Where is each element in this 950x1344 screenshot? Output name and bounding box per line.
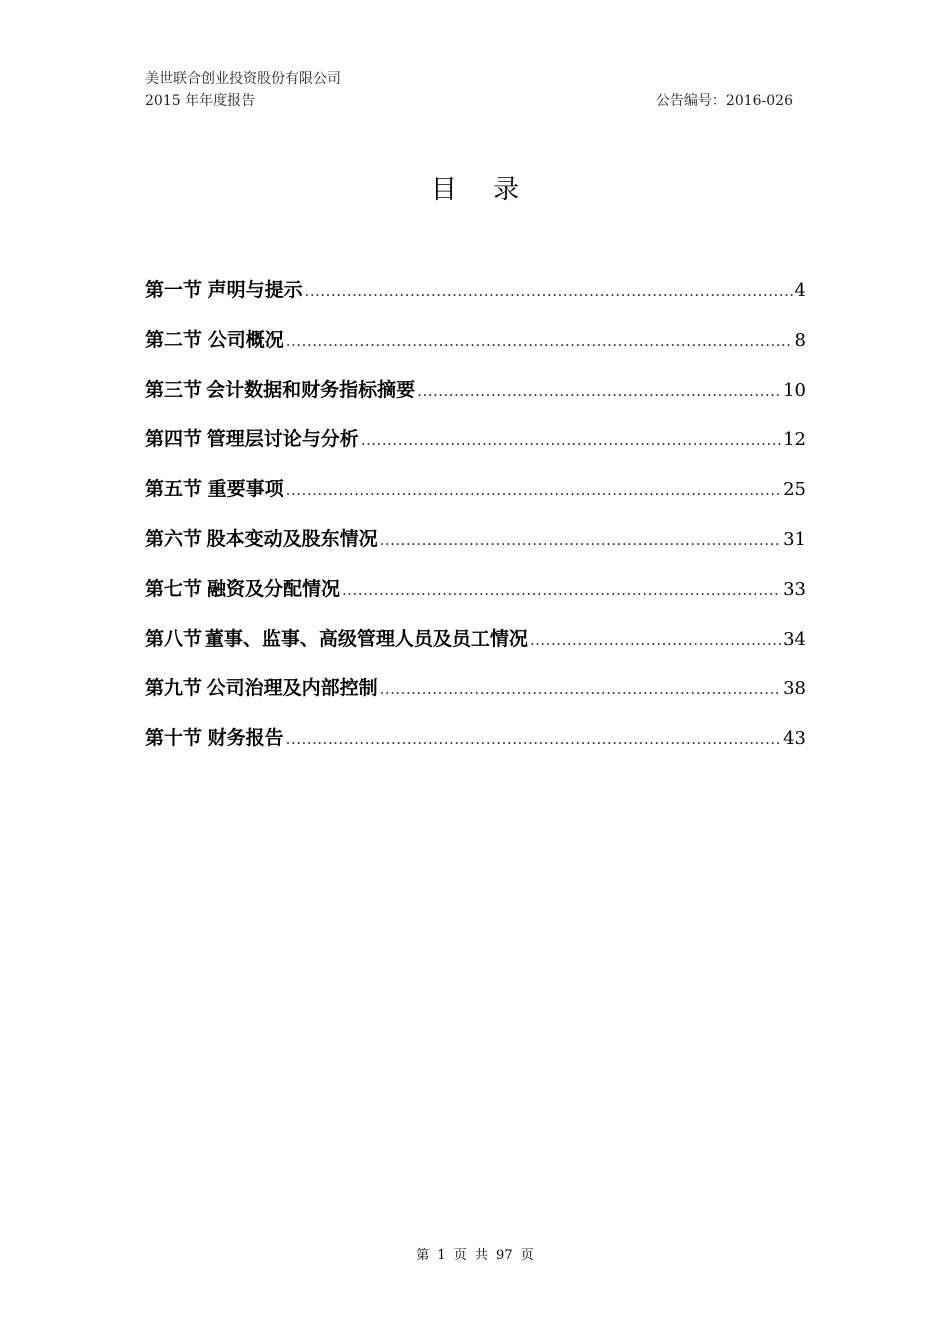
- toc-section-number: 第三节: [145, 378, 203, 401]
- toc-page-number: 43: [783, 728, 806, 750]
- toc-section-title: 会计数据和财务指标摘要: [206, 378, 416, 401]
- toc-section-title: 公司概况: [207, 328, 284, 351]
- toc-page-number: 10: [783, 379, 806, 401]
- toc-entry[interactable]: [145, 270, 806, 320]
- report-name: 2015 年年度报告: [145, 93, 256, 109]
- toc-entry[interactable]: [145, 519, 806, 569]
- toc-section-number: 第一节: [145, 279, 203, 301]
- toc-page-number: 12: [783, 429, 806, 451]
- toc-page-number: 34: [783, 628, 806, 650]
- toc-entry[interactable]: [145, 569, 806, 619]
- toc-entry[interactable]: [145, 320, 806, 370]
- toc-dot-leader: [286, 321, 793, 361]
- toc-section-title: 声明与提示: [207, 279, 303, 301]
- toc-page-number: 38: [783, 678, 806, 700]
- toc-dot-leader: [305, 271, 793, 311]
- toc-section-number: 第十节: [145, 727, 203, 750]
- toc-page-number: 4: [794, 280, 806, 301]
- toc-section-title: 重要事项: [207, 478, 284, 501]
- toc-entry[interactable]: [145, 619, 806, 669]
- toc-dot-leader: [342, 570, 781, 610]
- toc-section-number: 第二节: [145, 328, 203, 351]
- toc-entry[interactable]: [145, 668, 806, 718]
- toc-section-number: 第四节: [145, 428, 203, 451]
- page-title: 目 录: [430, 175, 534, 205]
- toc-entry[interactable]: [145, 370, 806, 420]
- toc-section-title: 管理层讨论与分析: [206, 428, 359, 451]
- page-header-left: [145, 68, 341, 112]
- toc-section-title: 股本变动及股东情况: [206, 527, 378, 550]
- toc-section-number: 第六节: [145, 527, 203, 550]
- toc-section-number: 第八节: [145, 627, 203, 650]
- toc-dot-leader: [380, 669, 781, 709]
- toc-dot-leader: [286, 719, 781, 759]
- page-footer: 第 1 页 共 97 页: [416, 1248, 534, 1263]
- toc-page-number: 31: [783, 528, 806, 550]
- toc-page-number: 25: [783, 479, 806, 501]
- toc-entry[interactable]: [145, 419, 806, 469]
- toc-section-title: 融资及分配情况: [207, 577, 341, 600]
- toc-page-number: 8: [794, 329, 806, 351]
- table-of-contents: [145, 270, 806, 768]
- toc-section-title: 公司治理及内部控制: [206, 677, 378, 700]
- toc-dot-leader: [286, 470, 781, 510]
- toc-section-title: 财务报告: [207, 727, 284, 750]
- toc-entry[interactable]: [145, 718, 806, 768]
- toc-page-number: 33: [783, 578, 806, 600]
- toc-dot-leader: [361, 420, 781, 460]
- company-name: 美世联合创业投资股份有限公司: [145, 71, 341, 87]
- toc-section-number: 第七节: [145, 577, 203, 600]
- toc-dot-leader: [380, 520, 781, 560]
- announcement-number: 公告编号：2016-026: [655, 93, 793, 109]
- toc-dot-leader: [417, 371, 781, 411]
- toc-section-title: 董事、监事、高级管理人员及员工情况: [204, 627, 528, 650]
- toc-section-number: 第九节: [145, 677, 203, 700]
- toc-section-number: 第五节: [145, 478, 203, 501]
- toc-dot-leader: [530, 620, 781, 660]
- toc-entry[interactable]: [145, 469, 806, 519]
